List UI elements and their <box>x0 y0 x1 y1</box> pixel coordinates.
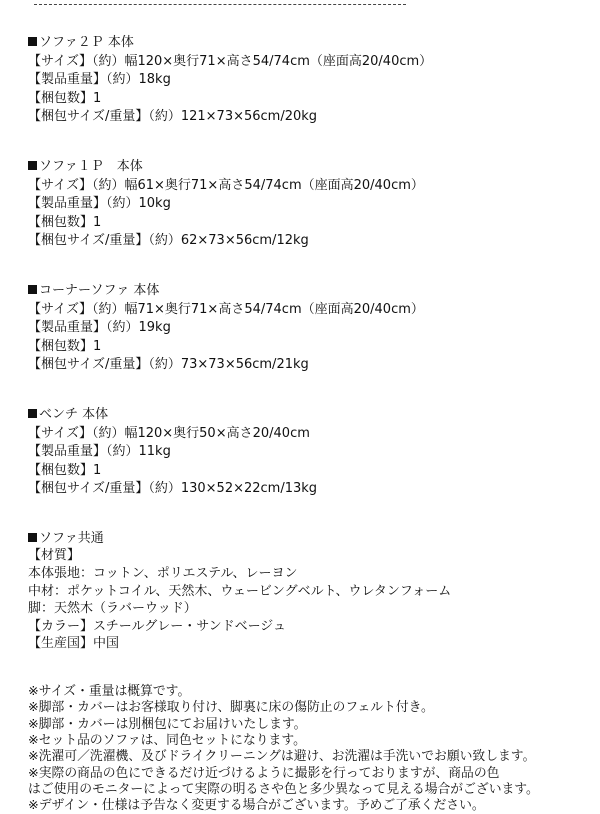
section-heading <box>28 530 594 548</box>
note-line: はご使用のモニターによって実際の明るさや色と多少異なって見える場合がございます。 <box>28 781 539 797</box>
section-gap <box>28 653 594 684</box>
spec-line-package-count: 【梱包数】1 <box>28 338 102 354</box>
notes-section <box>28 684 594 814</box>
note-line: ※デザイン・仕様は予告なく変更する場合がございます。予めご了承ください。 <box>28 798 485 814</box>
section-heading <box>28 34 594 53</box>
section-heading <box>28 282 594 301</box>
note-line: ※サイズ・重量は概算です。 <box>28 684 191 700</box>
section-heading-text: コーナーソファ 本体 <box>39 282 160 298</box>
square-bullet-icon <box>28 37 37 46</box>
spec-line-origin: 【生産国】中国 <box>28 636 120 652</box>
spec-section-bench <box>28 406 594 499</box>
section-gap <box>28 499 594 530</box>
spec-line-material-label: 【材質】 <box>28 548 81 564</box>
spec-line-package-size: 【梱包サイズ/重量】（約）73×73×56cm/21kg <box>28 357 309 373</box>
spec-line-size: 【サイズ】（約）幅120×奥行71×高さ54/74cm（座面高20/40cm） <box>28 53 433 69</box>
spec-line-package-size: 【梱包サイズ/重量】（約）62×73×56cm/12kg <box>28 233 309 249</box>
section-heading <box>28 406 594 425</box>
spec-line-package-size: 【梱包サイズ/重量】（約）130×52×22cm/13kg <box>28 481 318 497</box>
section-heading-text: ソファ１Ｐ 本体 <box>39 158 143 174</box>
spec-section-common <box>28 530 594 653</box>
spec-line-upholstery: 本体張地：コットン、ポリエステル、レーヨン <box>28 566 298 582</box>
spec-line-weight: 【製品重量】（約）18kg <box>28 72 171 88</box>
section-heading-text: ソファ共通 <box>39 530 104 546</box>
section-heading-text: ソファ２Ｐ 本体 <box>39 35 134 50</box>
spec-section-corner-sofa <box>28 282 594 375</box>
spec-line-package-count: 【梱包数】1 <box>28 90 102 106</box>
square-bullet-icon <box>28 533 37 542</box>
spec-section-sofa-2p <box>28 34 594 127</box>
top-dashed-divider <box>34 4 406 5</box>
spec-line-weight: 【製品重量】（約）11kg <box>28 444 171 460</box>
note-line: ※セット品のソファは、同色セットになります。 <box>28 732 306 748</box>
square-bullet-icon <box>28 409 37 418</box>
spec-section-sofa-1p <box>28 158 594 251</box>
spec-line-color: 【カラー】スチールグレー・サンドベージュ <box>28 618 287 634</box>
section-gap <box>28 251 594 282</box>
section-heading <box>28 158 594 177</box>
note-line: ※脚部・カバーは別梱包にてお届けいたします。 <box>28 716 307 732</box>
spec-content <box>28 34 594 814</box>
note-line: ※脚部・カバーはお客様取り付け、脚裏に床の傷防止のフェルト付き。 <box>28 700 434 716</box>
spec-line-legs: 脚：天然木（ラバーウッド） <box>28 601 197 617</box>
spec-line-package-size: 【梱包サイズ/重量】（約）121×73×56cm/20kg <box>28 109 318 125</box>
section-gap <box>28 127 594 158</box>
note-line: ※実際の商品の色にできるだけ近づけるように撮影を行っておりますが、商品の色 <box>28 765 500 781</box>
spec-line-filling: 中材：ポケットコイル、天然木、ウェービングベルト、ウレタンフォーム <box>28 583 452 599</box>
section-gap <box>28 375 594 406</box>
spec-line-size: 【サイズ】（約）幅120×奥行50×高さ20/40cm <box>28 425 310 441</box>
spec-line-size: 【サイズ】（約）幅61×奥行71×高さ54/74cm（座面高20/40cm） <box>28 177 424 193</box>
spec-line-weight: 【製品重量】（約）10kg <box>28 196 171 212</box>
square-bullet-icon <box>28 285 37 294</box>
square-bullet-icon <box>28 161 37 170</box>
note-line: ※洗濯可／洗濯機、及びドライクリーニングは避け、お洗濯は手洗いでお願い致します。 <box>28 749 536 765</box>
spec-line-weight: 【製品重量】（約）19kg <box>28 320 171 336</box>
spec-line-package-count: 【梱包数】1 <box>28 214 102 230</box>
spec-line-size: 【サイズ】（約）幅71×奥行71×高さ54/74cm（座面高20/40cm） <box>28 301 424 317</box>
spec-line-package-count: 【梱包数】1 <box>28 462 102 478</box>
section-heading-text: ベンチ 本体 <box>39 406 109 422</box>
